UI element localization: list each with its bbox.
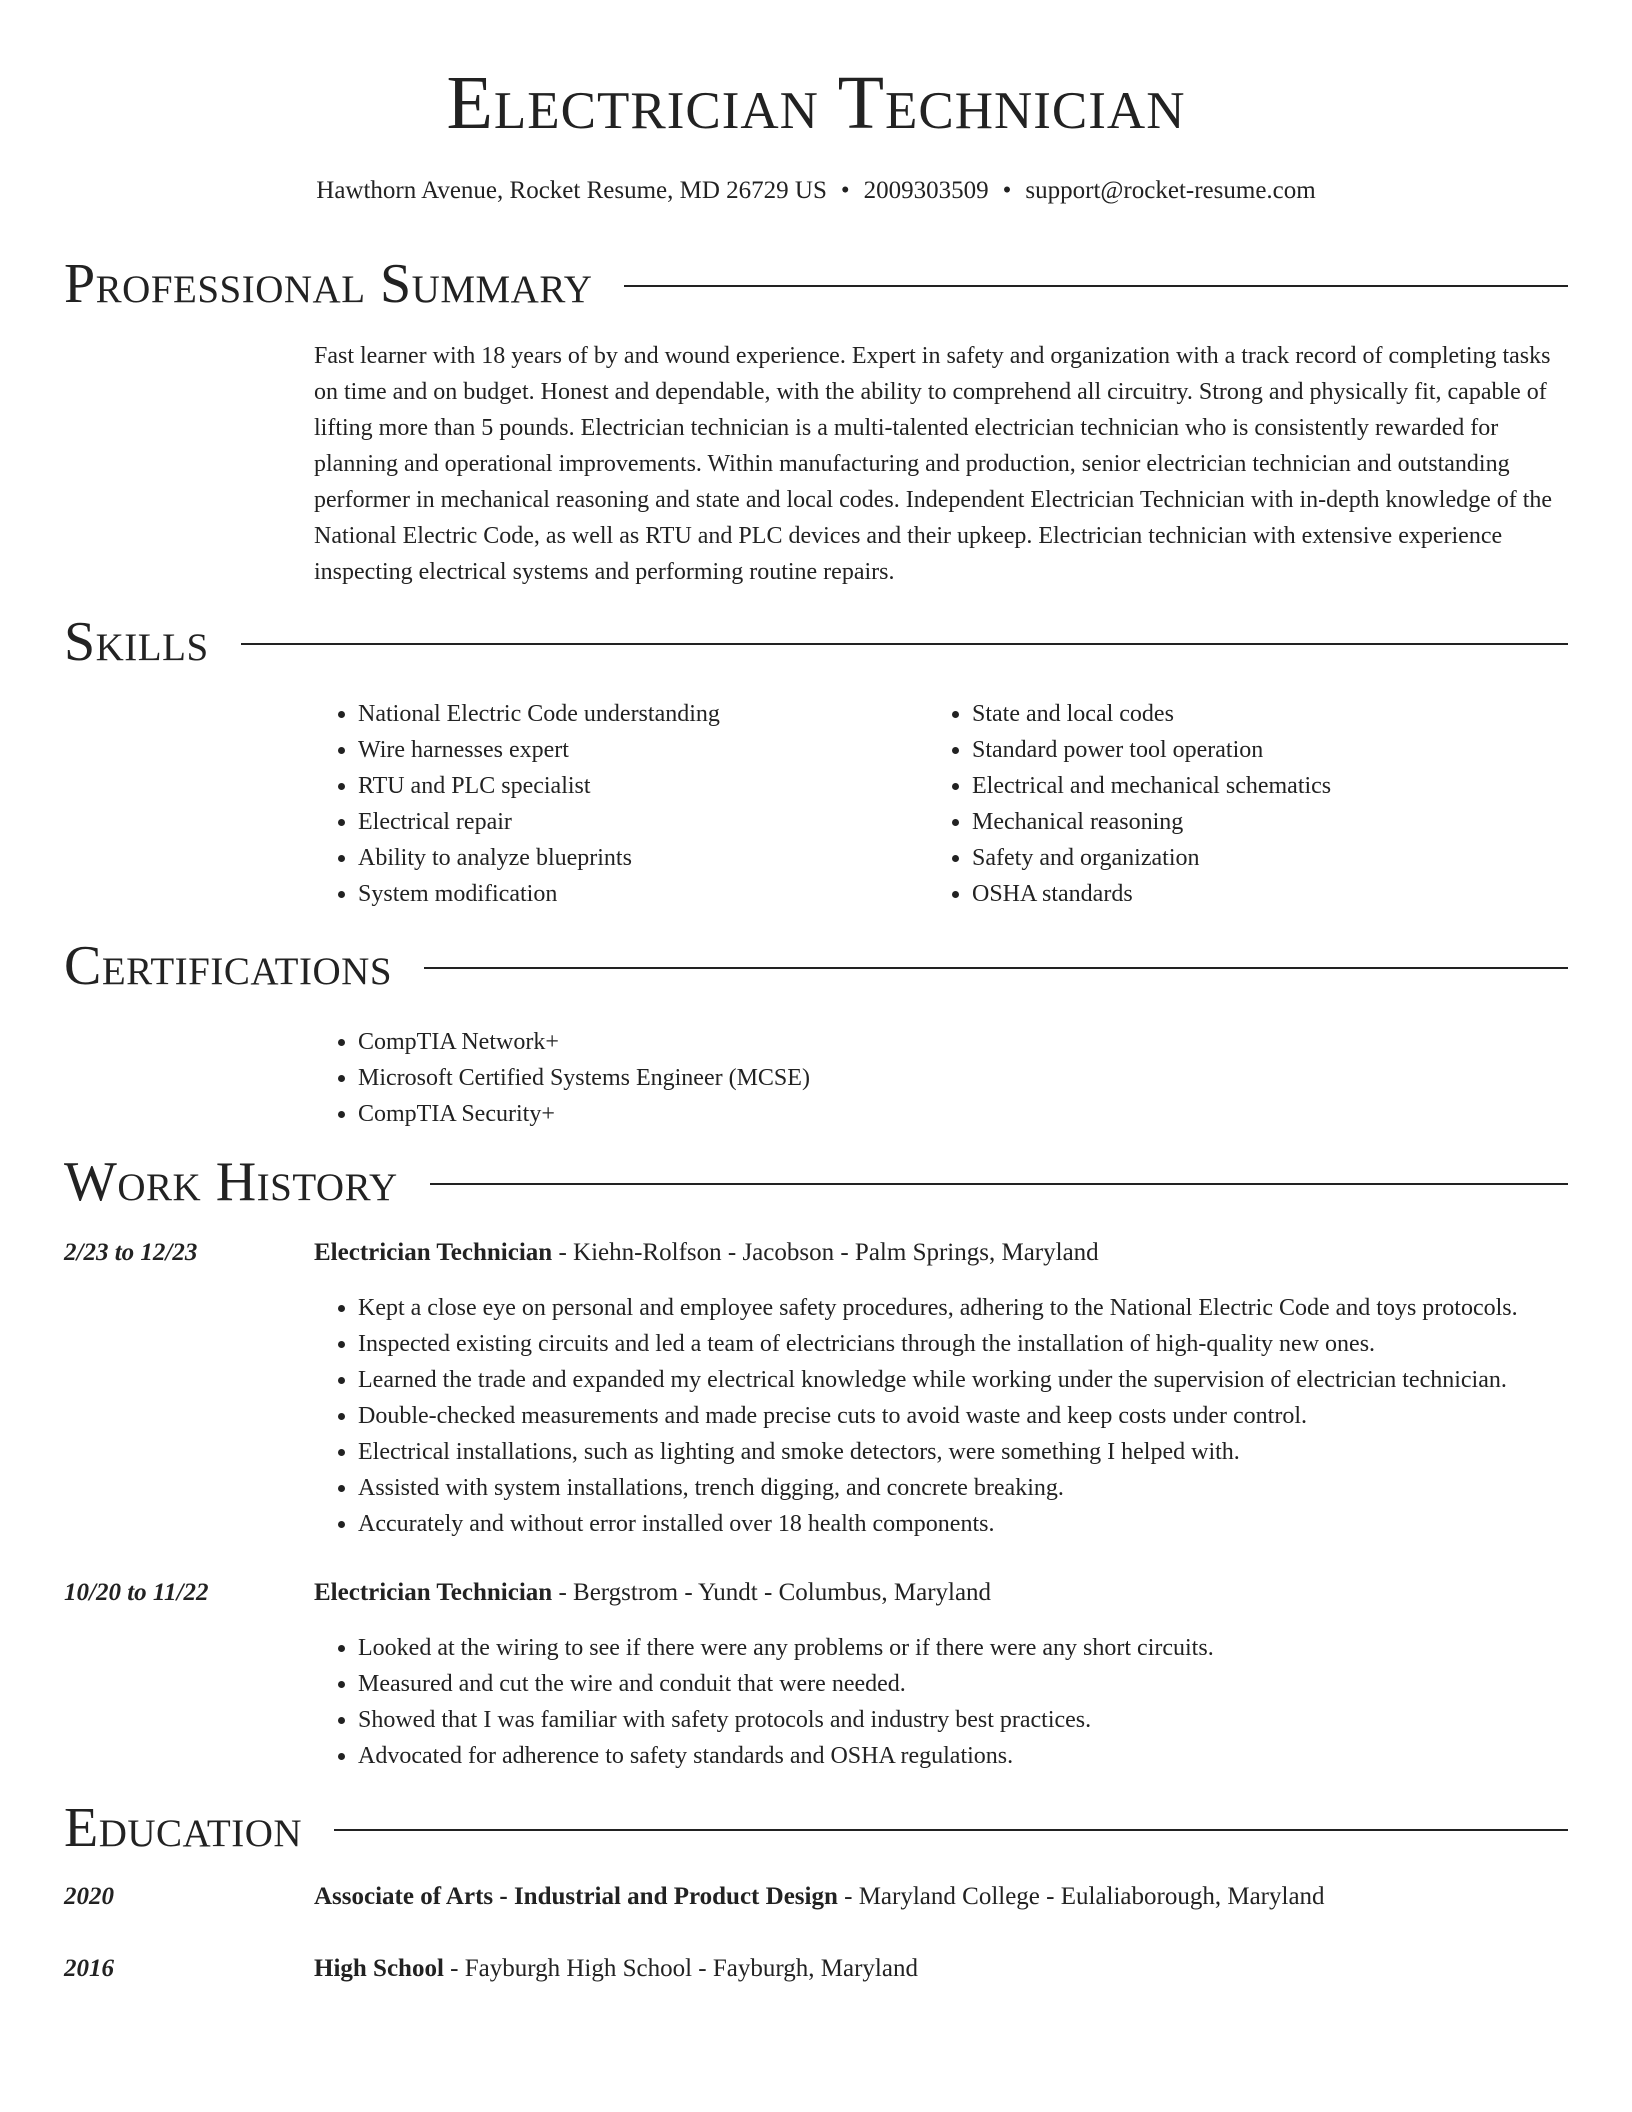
job-bullet: • Kept a close eye on personal and employee safety procedures, adhering to the National Electric Code and toys protocols.	[358, 1290, 1574, 1326]
skill-item: • Mechanical reasoning	[972, 804, 1508, 840]
skill-item: • Ability to analyze blueprints	[358, 840, 894, 876]
skill-item: • OSHA standards	[972, 876, 1508, 912]
skills-column-left	[314, 696, 894, 912]
certifications-section-header	[64, 934, 1568, 998]
skills-section-header	[64, 610, 1568, 674]
contact-phone: 2009303509	[863, 177, 989, 204]
skill-item: • State and local codes	[972, 696, 1508, 732]
certification-item: • Microsoft Certified Systems Engineer (MCSE)	[358, 1060, 1314, 1096]
contact-email: support@rocket-resume.com	[1025, 177, 1316, 204]
job-bullet: • Learned the trade and expanded my electrical knowledge while working under the supervision of electrician technician.	[358, 1362, 1574, 1398]
section-title: Work History	[64, 1151, 398, 1213]
education-section-header	[64, 1796, 1568, 1860]
skill-item: • Standard power tool operation	[972, 732, 1508, 768]
job-bullet: • Measured and cut the wire and conduit that were needed.	[358, 1666, 1574, 1702]
contact-separator: •	[1002, 177, 1012, 204]
job-bullet: • Accurately and without error installed over 18 health components.	[358, 1506, 1574, 1542]
certifications-list	[314, 1024, 1314, 1132]
job-bullet: • Looked at the wiring to see if there were any problems or if there were any short circuits.	[358, 1630, 1574, 1666]
certification-item: • CompTIA Network+	[358, 1024, 1314, 1060]
section-title: Skills	[64, 611, 209, 673]
summary-text: Fast learner with 18 years of by and wound experience. Expert in safety and organization with a track record of completing tasks on time and on budget. Honest and dependable, with the ability to comprehend all circuitry. Strong and physically fit, capable of lifting more than 5 pounds. Electrician technician is a multi-talented electrician technician who is consistently rewarded for planning and operational improvements. Within manufacturing and production, senior electrician technician and outstanding performer in mechanical reasoning and state and local codes. Independent Electrician Technician with in-depth knowledge of the National Electric Code, as well as RTU and PLC devices and their upkeep. Electrician technician with extensive experience inspecting electrical systems and performing routine repairs.	[314, 343, 1553, 585]
contact-line	[0, 176, 1632, 206]
education-year: 2016	[64, 1955, 114, 1982]
job-bullet: • Inspected existing circuits and led a team of electricians through the installation of high-quality new ones.	[358, 1326, 1574, 1362]
job-details: - Bergstrom - Yundt - Columbus, Maryland	[552, 1579, 992, 1606]
skills-column-right	[928, 696, 1508, 912]
job-role: Electrician Technician	[314, 1579, 553, 1606]
section-title: Professional Summary	[64, 253, 593, 315]
job-details: - Kiehn-Rolfson - Jacobson - Palm Springs, Maryland	[552, 1239, 1099, 1266]
contact-address: Hawthorn Avenue, Rocket Resume, MD 26729 US	[316, 177, 827, 204]
job-bullet: • Double-checked measurements and made precise cuts to avoid waste and keep costs under control.	[358, 1398, 1574, 1434]
resume-name: Electrician Technician	[446, 61, 1186, 145]
work-history-section-header	[64, 1150, 1568, 1214]
education-heading	[314, 1952, 1568, 1986]
section-divider	[430, 1183, 1568, 1185]
skill-item: • System modification	[358, 876, 894, 912]
skill-item: • Safety and organization	[972, 840, 1508, 876]
education-year: 2020	[64, 1883, 114, 1910]
job-dates: 10/20 to 11/22	[64, 1579, 209, 1606]
section-divider	[424, 967, 1568, 969]
education-heading	[314, 1880, 1568, 1914]
section-title: Education	[64, 1797, 303, 1859]
job-bullet: • Advocated for adherence to safety standards and OSHA regulations.	[358, 1738, 1574, 1774]
section-divider	[334, 1829, 1568, 1831]
job-bullets	[314, 1630, 1574, 1774]
job-dates: 2/23 to 12/23	[64, 1239, 198, 1266]
skill-item: • RTU and PLC specialist	[358, 768, 894, 804]
section-title: Certifications	[64, 935, 393, 997]
section-divider	[241, 643, 1568, 645]
job-bullets	[314, 1290, 1574, 1542]
skill-item: • Wire harnesses expert	[358, 732, 894, 768]
job-bullet: • Electrical installations, such as lighting and smoke detectors, were something I helped with.	[358, 1434, 1574, 1470]
job-bullet: • Assisted with system installations, trench digging, and concrete breaking.	[358, 1470, 1574, 1506]
job-heading	[314, 1236, 1568, 1270]
education-degree: Associate of Arts - Industrial and Product Design	[314, 1883, 838, 1910]
contact-separator: •	[840, 177, 850, 204]
section-divider	[624, 285, 1568, 287]
job-bullet: • Showed that I was familiar with safety protocols and industry best practices.	[358, 1702, 1574, 1738]
certification-item: • CompTIA Security+	[358, 1096, 1314, 1132]
job-heading	[314, 1576, 1568, 1610]
education-details: - Maryland College - Eulaliaborough, Maryland	[837, 1883, 1325, 1910]
education-degree: High School	[314, 1955, 444, 1982]
skill-item: • Electrical repair	[358, 804, 894, 840]
skill-item: • Electrical and mechanical schematics	[972, 768, 1508, 804]
education-details: - Fayburgh High School - Fayburgh, Maryland	[443, 1955, 918, 1982]
job-role: Electrician Technician	[314, 1239, 553, 1266]
skill-item: • National Electric Code understanding	[358, 696, 894, 732]
summary-section-header	[64, 252, 1568, 316]
